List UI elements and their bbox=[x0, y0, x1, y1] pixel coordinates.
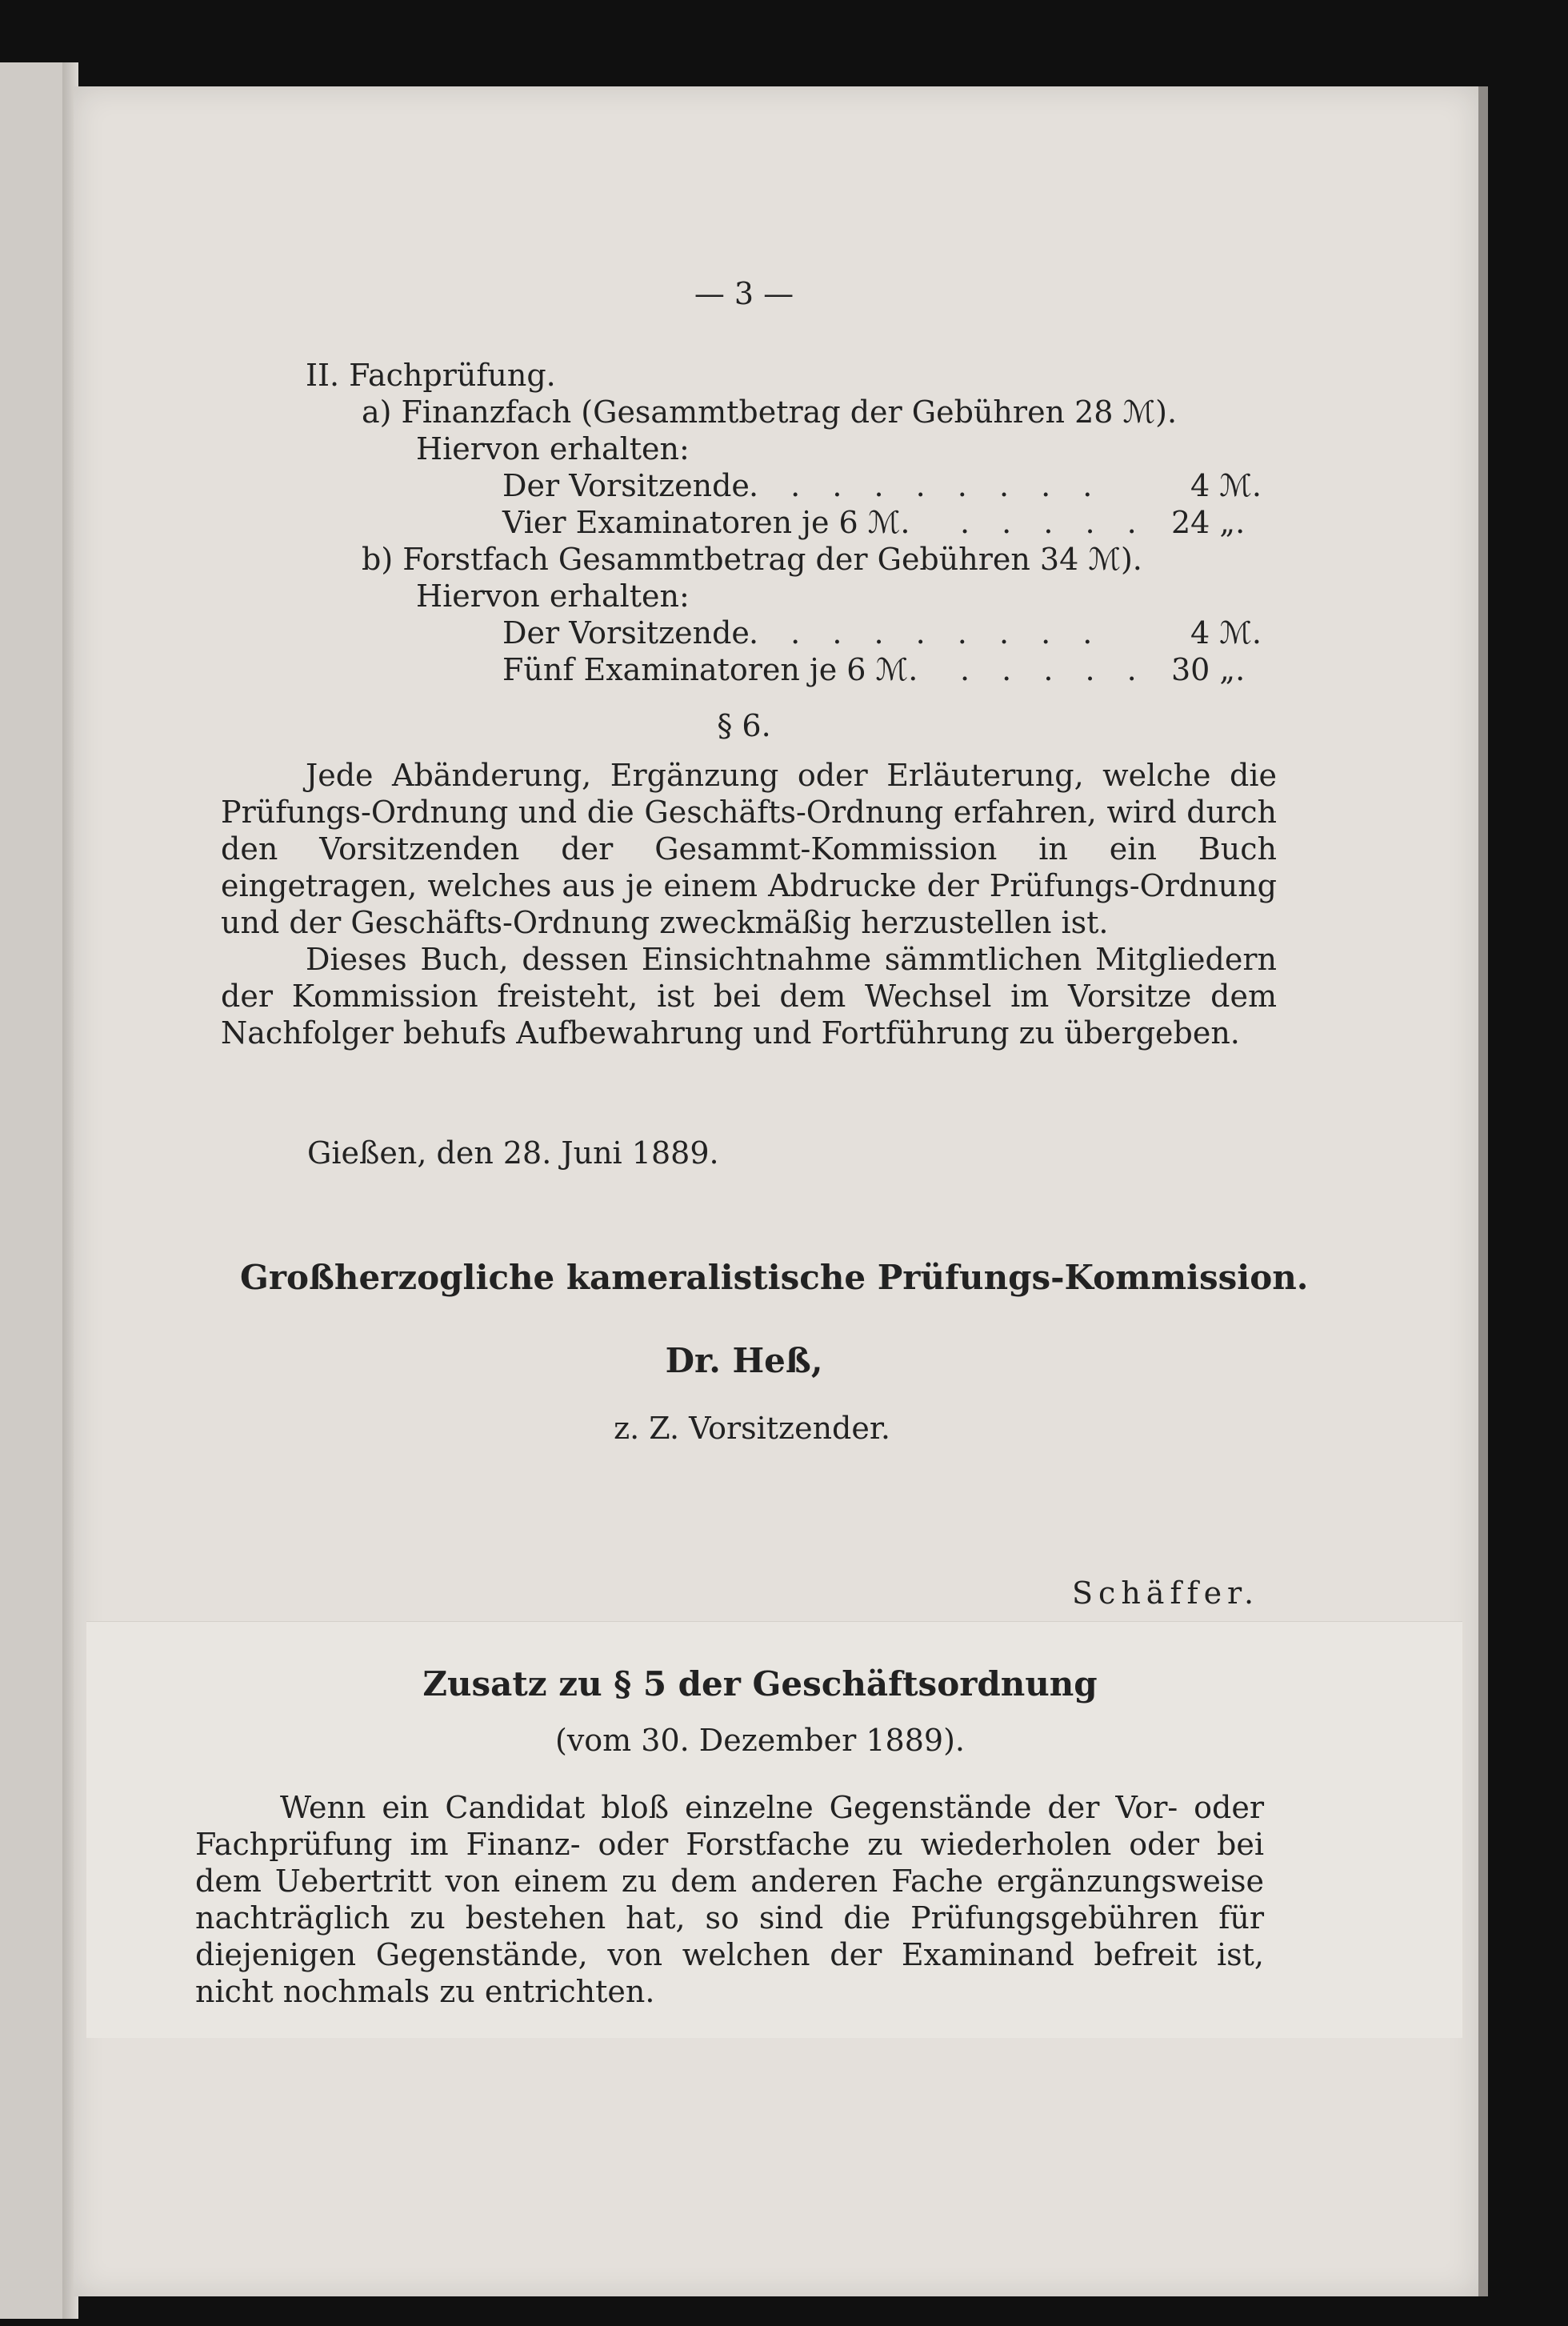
fee-row-dots: . . . . . . . . . bbox=[749, 468, 1104, 503]
fee-row-dots: . . . . . . . . . bbox=[749, 615, 1104, 651]
fee-row-amount: 24 „. bbox=[1171, 505, 1246, 540]
fee-row-label: Der Vorsitzende bbox=[502, 468, 750, 503]
signatory-role: z. Z. Vorsitzender. bbox=[614, 1411, 890, 1446]
fee-row-amount: 30 „. bbox=[1171, 652, 1246, 687]
addendum-text: Wenn ein Candidat bloß einzelne Gegenstände der Vor- oder Fachprüfung im Finanz- oder Forstfache zu wiederholen oder bei dem Uebertritt von einem zu dem anderen Fache ergänzungsweise nachträglich zu bestehen hat, so sind die Prüfungsgebühren für diejenigen Gegenstände, von welchen der Examinand befreit ist, nicht nochmals zu entrichten. bbox=[195, 1790, 1264, 2009]
section-ii-heading: II. Fachprüfung. bbox=[306, 358, 556, 393]
signatory-name: Dr. Heß, bbox=[665, 1341, 823, 1380]
fee-row-dots: . . . . . bbox=[960, 505, 1148, 540]
fee-row-dots: . . . . . bbox=[960, 652, 1148, 687]
addendum-title: Zusatz zu § 5 der Geschäftsordnung bbox=[422, 1664, 1098, 1703]
page-number: — 3 — bbox=[694, 276, 794, 311]
page-right-edge bbox=[1478, 86, 1488, 2296]
place-date: Gießen, den 28. Juni 1889. bbox=[307, 1135, 719, 1171]
fee-row-label: Fünf Examinatoren je 6 ℳ. bbox=[502, 652, 918, 687]
fee-row-label: Der Vorsitzende bbox=[502, 615, 750, 651]
commission-title: Großherzogliche kameralistische Prüfungs-Kommission. bbox=[240, 1258, 1309, 1297]
secretary-name: Schäffer. bbox=[1072, 1575, 1260, 1611]
section-6-heading: § 6. bbox=[717, 708, 771, 743]
section-6-paragraph-1: Jede Abänderung, Ergänzung oder Erläuterung, welche die Prüfungs-Ordnung und die Geschäfts-Ordnung erfahren, wird durch den Vorsitzenden der Gesammt-Kommission in ein Buch eingetragen, welches aus je einem Abdrucke der Prüfungs-Ordnung und der Geschäfts-Ordnung zweckmäßig herzustellen ist. bbox=[221, 758, 1277, 940]
finanzfach-hiervon: Hiervon erhalten: bbox=[416, 431, 690, 466]
finanzfach-line: a) Finanzfach (Gesammtbetrag der Gebühren 28 ℳ). bbox=[362, 394, 1178, 430]
fee-row-label: Vier Examinatoren je 6 ℳ. bbox=[502, 505, 910, 540]
addendum-date: (vom 30. Dezember 1889). bbox=[555, 1723, 965, 1758]
fee-row-amount: 4 ℳ. bbox=[1190, 615, 1262, 651]
fee-row-amount: 4 ℳ. bbox=[1190, 468, 1262, 503]
forstfach-hiervon: Hiervon erhalten: bbox=[416, 578, 690, 614]
section-6-paragraph-2: Dieses Buch, dessen Einsichtnahme sämmtlichen Mitgliedern der Kommission freisteht, ist bei dem Wechsel im Vorsitze dem Nachfolger behufs Aufbewahrung und Fortführung zu übergeben. bbox=[221, 942, 1277, 1051]
forstfach-line: b) Forstfach Gesammtbetrag der Gebühren 34 ℳ). bbox=[362, 542, 1142, 577]
